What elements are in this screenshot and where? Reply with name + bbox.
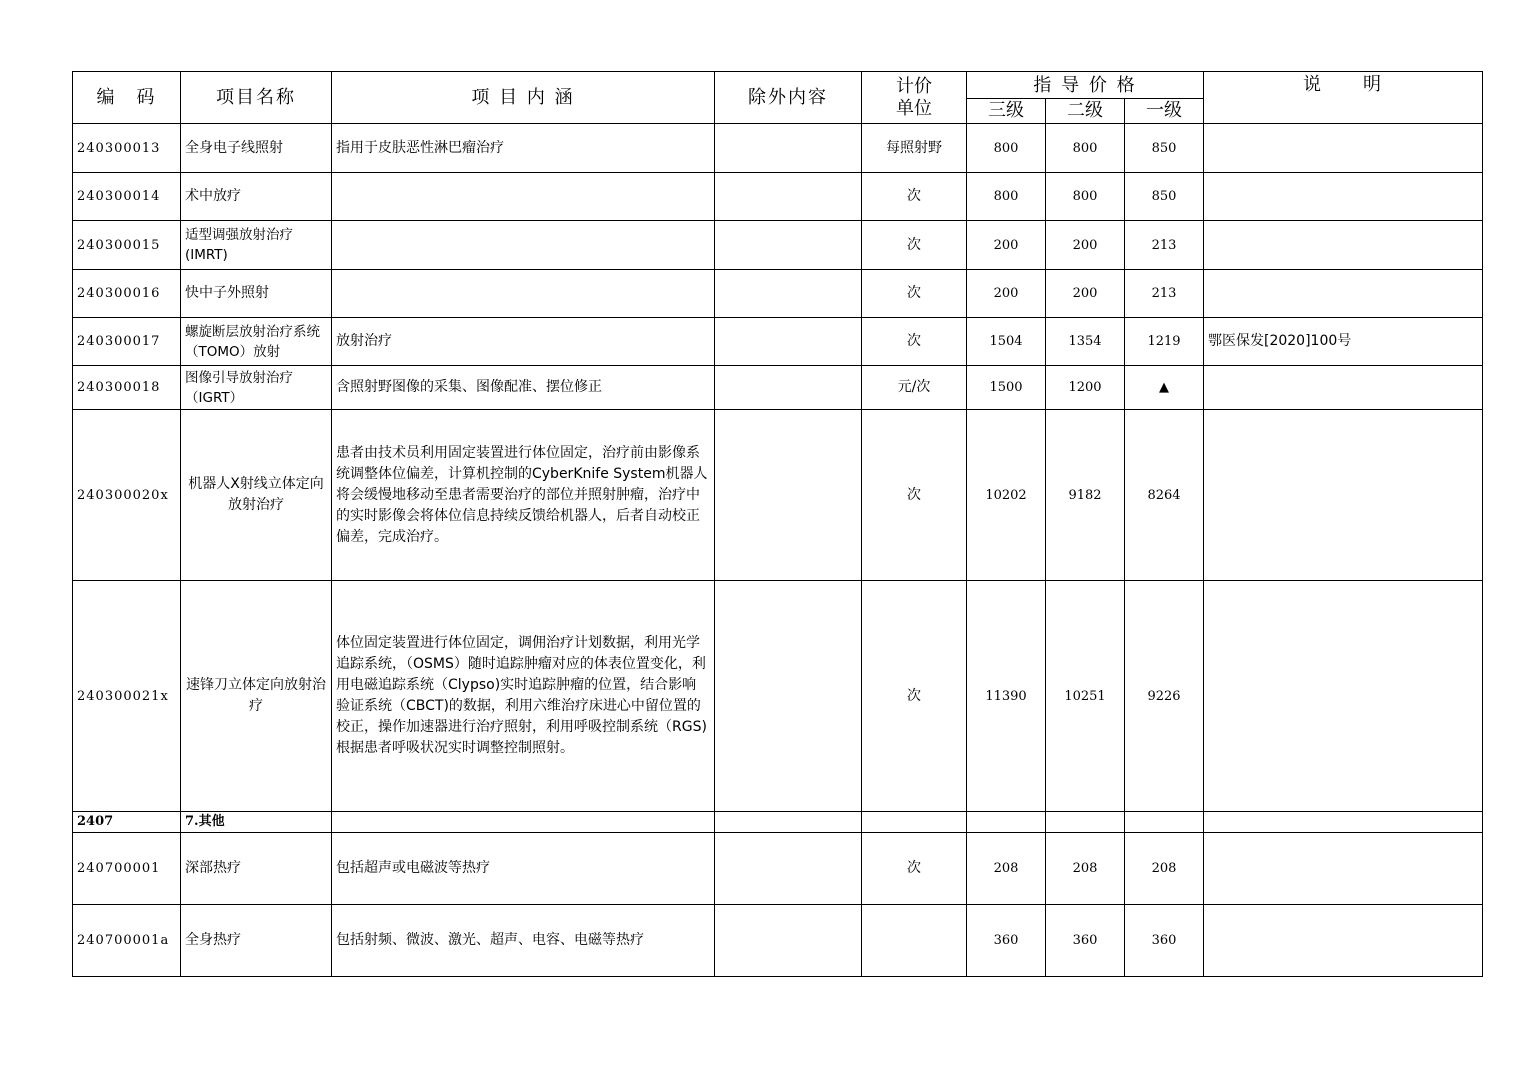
cell-code: 240300016 <box>73 270 181 318</box>
cell-excluded <box>715 318 862 366</box>
header-unit: 计价 单位 <box>862 72 967 124</box>
cell-note <box>1204 410 1483 581</box>
header-excluded: 除外内容 <box>715 72 862 124</box>
cell-name: 全身热疗 <box>181 905 332 977</box>
cell-price-level2: 360 <box>1046 905 1125 977</box>
section-row <box>73 812 1483 833</box>
price-table <box>72 71 1483 977</box>
table-row <box>73 173 1483 221</box>
cell-content: 放射治疗 <box>332 318 715 366</box>
cell-excluded <box>715 410 862 581</box>
cell-price-level2: 800 <box>1046 173 1125 221</box>
cell-excluded <box>715 173 862 221</box>
cell-price-level2: 200 <box>1046 270 1125 318</box>
cell-note <box>1204 173 1483 221</box>
cell-unit: 次 <box>862 581 967 812</box>
cell-price-level2: 800 <box>1046 124 1125 173</box>
cell-excluded <box>715 270 862 318</box>
cell-unit: 次 <box>862 221 967 270</box>
cell-code: 240700001 <box>73 833 181 905</box>
header-level2: 二级 <box>1046 99 1125 124</box>
cell-price-level3: 200 <box>967 270 1046 318</box>
header-note: 说 明 <box>1204 72 1483 124</box>
cell-excluded <box>715 366 862 410</box>
cell-excluded <box>715 581 862 812</box>
cell-price-level2 <box>1046 812 1125 833</box>
cell-price-level1 <box>1125 812 1204 833</box>
cell-code: 240300013 <box>73 124 181 173</box>
table-row <box>73 833 1483 905</box>
cell-price-level2: 9182 <box>1046 410 1125 581</box>
table-row <box>73 318 1483 366</box>
cell-name: 图像引导放射治疗（IGRT） <box>181 366 332 410</box>
table-row <box>73 366 1483 410</box>
table-row <box>73 410 1483 581</box>
cell-name: 机器人X射线立体定向放射治疗 <box>181 410 332 581</box>
header-code: 编 码 <box>73 72 181 124</box>
cell-price-level3: 360 <box>967 905 1046 977</box>
cell-price-level1: 9226 <box>1125 581 1204 812</box>
cell-name: 螺旋断层放射治疗系统（TOMO）放射 <box>181 318 332 366</box>
cell-note <box>1204 124 1483 173</box>
section-code: 2407 <box>73 812 181 833</box>
cell-name: 速锋刀立体定向放射治疗 <box>181 581 332 812</box>
cell-price-level3: 800 <box>967 173 1046 221</box>
cell-note: 鄂医保发[2020]100号 <box>1204 318 1483 366</box>
cell-content <box>332 173 715 221</box>
cell-content: 患者由技术员利用固定装置进行体位固定，治疗前由影像系统调整体位偏差，计算机控制的CyberKnife System机器人将会缓慢地移动至患者需要治疗的部位并照射肿瘤，治疗中的实时影像会将体位信息持续反馈给机器人，后者自动校正偏差，完成治疗。 <box>332 410 715 581</box>
cell-price-level3: 800 <box>967 124 1046 173</box>
cell-content: 包括射频、微波、激光、超声、电容、电磁等热疗 <box>332 905 715 977</box>
cell-note <box>1204 812 1483 833</box>
cell-name: 全身电子线照射 <box>181 124 332 173</box>
cell-content <box>332 221 715 270</box>
header-row <box>73 72 1483 99</box>
cell-excluded <box>715 812 862 833</box>
cell-price-level3: 1500 <box>967 366 1046 410</box>
cell-content: 指用于皮肤恶性淋巴瘤治疗 <box>332 124 715 173</box>
header-level1: 一级 <box>1125 99 1204 124</box>
cell-unit <box>862 812 967 833</box>
cell-name: 适型调强放射治疗(IMRT) <box>181 221 332 270</box>
cell-price-level3: 11390 <box>967 581 1046 812</box>
cell-unit: 次 <box>862 173 967 221</box>
cell-price-level3 <box>967 812 1046 833</box>
cell-excluded <box>715 905 862 977</box>
cell-unit: 次 <box>862 318 967 366</box>
cell-name: 术中放疗 <box>181 173 332 221</box>
cell-code: 240300020x <box>73 410 181 581</box>
cell-name: 深部热疗 <box>181 833 332 905</box>
cell-price-level2: 1354 <box>1046 318 1125 366</box>
cell-price-level1: 208 <box>1125 833 1204 905</box>
cell-price-level3: 10202 <box>967 410 1046 581</box>
cell-price-level1: 1219 <box>1125 318 1204 366</box>
cell-code: 240300021x <box>73 581 181 812</box>
header-name: 项目名称 <box>181 72 332 124</box>
cell-unit: 每照射野 <box>862 124 967 173</box>
cell-name: 快中子外照射 <box>181 270 332 318</box>
cell-code: 240300015 <box>73 221 181 270</box>
cell-price-level1: 360 <box>1125 905 1204 977</box>
cell-price-level1: 850 <box>1125 173 1204 221</box>
cell-note <box>1204 366 1483 410</box>
cell-content: 包括超声或电磁波等热疗 <box>332 833 715 905</box>
cell-excluded <box>715 221 862 270</box>
header-content: 项 目 内 涵 <box>332 72 715 124</box>
cell-price-level1: ▲ <box>1125 366 1204 410</box>
cell-price-level2: 208 <box>1046 833 1125 905</box>
table-row <box>73 270 1483 318</box>
cell-excluded <box>715 833 862 905</box>
cell-note <box>1204 905 1483 977</box>
cell-content: 体位固定装置进行体位固定，调佣治疗计划数据，利用光学追踪系统，（OSMS）随时追踪肿瘤对应的体表位置变化，利用电磁追踪系统（Clypso)实时追踪肿瘤的位置，结合影响验证系统（CBCT)的数据，利用六维治疗床进心中留位置的校正，操作加速器进行治疗照射，利用呼吸控制系统（RGS)根据患者呼吸状况实时调整控制照射。 <box>332 581 715 812</box>
cell-code: 240300018 <box>73 366 181 410</box>
cell-unit <box>862 905 967 977</box>
cell-code: 240700001a <box>73 905 181 977</box>
table-row <box>73 221 1483 270</box>
header-level3: 三级 <box>967 99 1046 124</box>
table-row <box>73 124 1483 173</box>
cell-price-level1: 8264 <box>1125 410 1204 581</box>
cell-unit: 次 <box>862 270 967 318</box>
cell-price-level3: 200 <box>967 221 1046 270</box>
cell-price-level2: 10251 <box>1046 581 1125 812</box>
cell-content <box>332 270 715 318</box>
cell-price-level3: 1504 <box>967 318 1046 366</box>
cell-note <box>1204 221 1483 270</box>
section-name: 7.其他 <box>181 812 332 833</box>
cell-note <box>1204 270 1483 318</box>
cell-code: 240300014 <box>73 173 181 221</box>
cell-content: 含照射野图像的采集、图像配准、摆位修正 <box>332 366 715 410</box>
cell-price-level1: 213 <box>1125 270 1204 318</box>
header-guide-price: 指 导 价 格 <box>967 72 1204 99</box>
cell-unit: 次 <box>862 410 967 581</box>
cell-code: 240300017 <box>73 318 181 366</box>
cell-excluded <box>715 124 862 173</box>
cell-price-level3: 208 <box>967 833 1046 905</box>
cell-unit: 次 <box>862 833 967 905</box>
cell-note <box>1204 581 1483 812</box>
cell-content <box>332 812 715 833</box>
table-row <box>73 905 1483 977</box>
cell-note <box>1204 833 1483 905</box>
table-row <box>73 581 1483 812</box>
cell-price-level2: 200 <box>1046 221 1125 270</box>
cell-price-level1: 850 <box>1125 124 1204 173</box>
cell-price-level1: 213 <box>1125 221 1204 270</box>
cell-unit: 元/次 <box>862 366 967 410</box>
cell-price-level2: 1200 <box>1046 366 1125 410</box>
